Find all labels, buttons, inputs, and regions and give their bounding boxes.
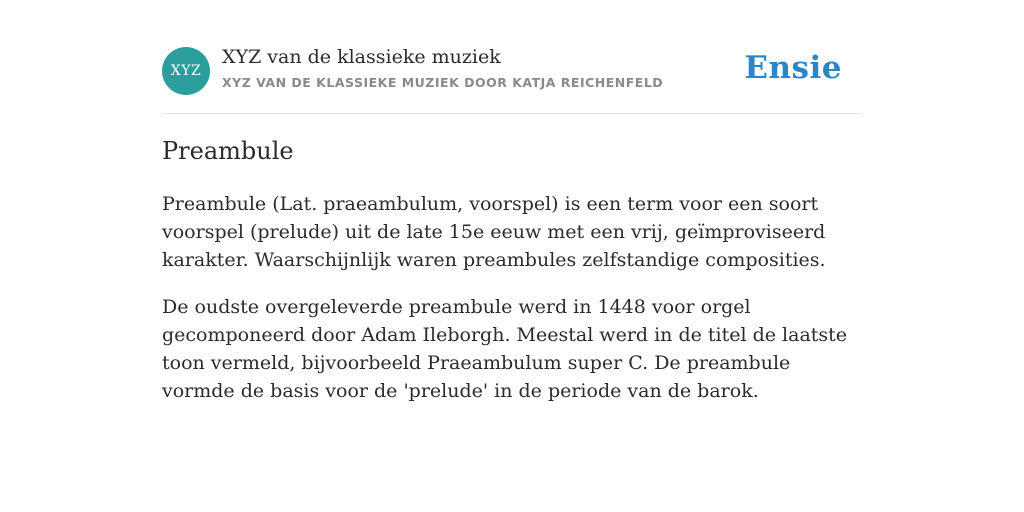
ensie-logo[interactable]: Ensie — [744, 50, 842, 86]
definition-paragraph: Preambule (Lat. praeambulum, voorspel) is een term voor een soort voorspel (prelude) uit de late 15e eeuw met een vrij, geïmproviseerd karakter. Waarschijnlijk waren preambules zelfstandige composities. — [162, 193, 826, 271]
source-header — [162, 0, 862, 114]
source-title[interactable]: XYZ van de klassieke muziek — [222, 46, 501, 68]
source-avatar[interactable]: XYZ — [162, 47, 210, 95]
definition-paragraph: De oudste overgeleverde preambule werd in 1448 voor orgel gecomponeerd door Adam Ileborgh. Meestal werd in de titel de laatste toon vermeld, bijvoorbeeld Praeambulum super C. De preambule vormde de basis voor de 'prelude' in de periode van de barok. — [162, 296, 848, 402]
definition-card — [162, 0, 862, 402]
source-subtitle[interactable]: XYZ VAN DE KLASSIEKE MUZIEK DOOR KATJA REICHENFELD — [222, 75, 664, 90]
term-title: Preambule — [162, 137, 294, 165]
